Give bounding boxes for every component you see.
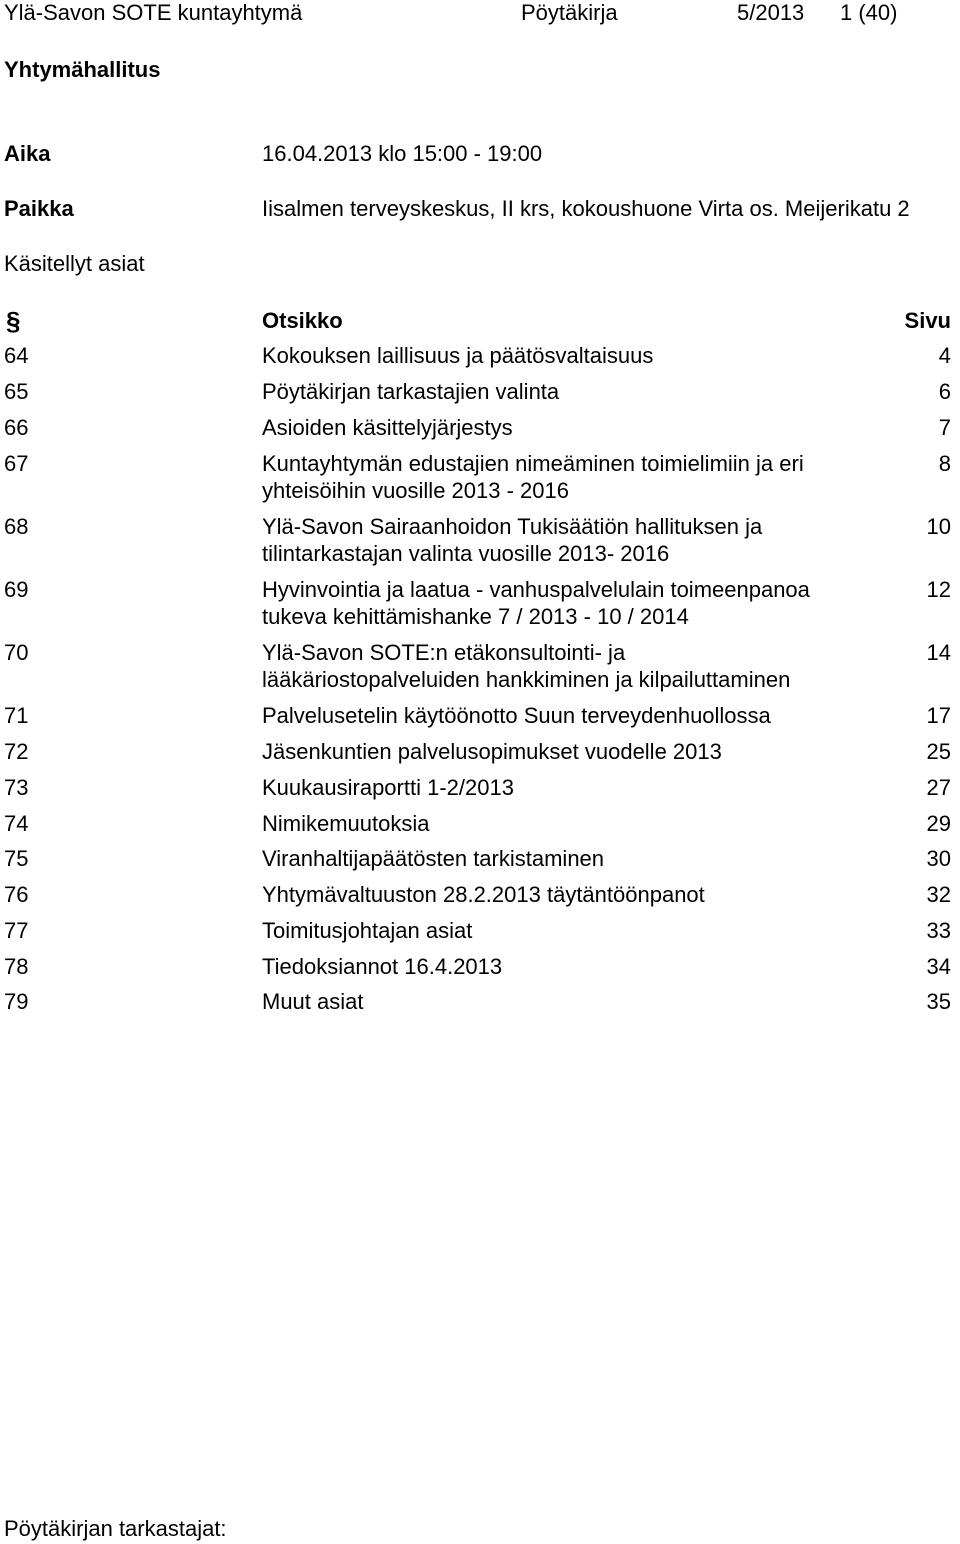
row-title: Palvelusetelin käytöönotto Suun terveydenhuollossa [262, 703, 771, 728]
row-number: 73 [4, 775, 29, 800]
body-name: Yhtymähallitus [4, 57, 161, 82]
row-page: 14 [926, 640, 951, 665]
row-page: 8 [938, 451, 951, 476]
row-number: 68 [4, 514, 29, 539]
column-page-header: Sivu [904, 308, 951, 333]
row-page: 34 [926, 954, 951, 979]
row-title: Viranhaltijapäätösten tarkistaminen [262, 846, 605, 871]
row-page: 12 [926, 577, 951, 602]
row-title-continued: yhteisöihin vuosille 2013 - 2016 [262, 478, 569, 503]
row-number: 79 [4, 989, 29, 1014]
row-title: Nimikemuutoksia [262, 811, 430, 836]
place-value: Iisalmen terveyskeskus, II krs, kokoushuone Virta os. Meijerikatu 2 [262, 196, 910, 221]
row-page: 32 [926, 882, 951, 907]
section-sign-icon: § [6, 306, 21, 336]
header-org: Ylä-Savon SOTE kuntayhtymä [4, 0, 303, 25]
row-number: 72 [4, 739, 29, 764]
row-title-continued: lääkäriostopalveluiden hankkiminen ja kilpailuttaminen [262, 667, 791, 692]
row-page: 4 [938, 343, 951, 368]
row-page: 33 [926, 918, 951, 943]
row-title: Kuukausiraportti 1-2/2013 [262, 775, 514, 800]
row-number: 74 [4, 811, 29, 836]
row-number: 77 [4, 918, 29, 943]
row-number: 70 [4, 640, 29, 665]
place-label: Paikka [4, 196, 74, 221]
row-title-continued: tukeva kehittämishanke 7 / 2013 - 10 / 2014 [262, 604, 689, 629]
row-title: Tiedoksiannot 16.4.2013 [262, 954, 503, 979]
row-page: 30 [926, 846, 951, 871]
footer-reviewers-label: Pöytäkirjan tarkastajat: [4, 1516, 227, 1541]
row-number: 64 [4, 343, 29, 368]
row-title-continued: tilintarkastajan valinta vuosille 2013- 2016 [262, 541, 670, 566]
row-page: 25 [926, 739, 951, 764]
row-number: 66 [4, 415, 29, 440]
row-title: Toimitusjohtajan asiat [262, 918, 473, 943]
row-title: Ylä-Savon SOTE:n etäkonsultointi- ja [262, 640, 626, 665]
row-title: Pöytäkirjan tarkastajien valinta [262, 379, 560, 404]
column-title-header: Otsikko [262, 308, 343, 333]
row-page: 10 [926, 514, 951, 539]
row-page: 6 [938, 379, 951, 404]
row-page: 29 [926, 811, 951, 836]
row-page: 7 [938, 415, 951, 440]
row-page: 17 [926, 703, 951, 728]
row-title: Ylä-Savon Sairaanhoidon Tukisäätiön hallituksen ja [262, 514, 763, 539]
row-title: Jäsenkuntien palvelusopimukset vuodelle 2013 [262, 739, 722, 764]
row-number: 78 [4, 954, 29, 979]
row-page: 27 [926, 775, 951, 800]
row-title: Hyvinvointia ja laatua - vanhuspalvelulain toimeenpanoa [262, 577, 810, 602]
row-title: Muut asiat [262, 989, 364, 1014]
row-title: Asioiden käsittelyjärjestys [262, 415, 513, 440]
time-value: 16.04.2013 klo 15:00 - 19:00 [262, 141, 543, 166]
section-title: Käsitellyt asiat [4, 251, 145, 276]
row-number: 69 [4, 577, 29, 602]
row-number: 75 [4, 846, 29, 871]
row-number: 71 [4, 703, 29, 728]
row-number: 76 [4, 882, 29, 907]
row-title: Kokouksen laillisuus ja päätösvaltaisuus [262, 343, 654, 368]
header-doc-number: 5/2013 [737, 0, 805, 25]
row-number: 67 [4, 451, 29, 476]
row-page: 35 [926, 989, 951, 1014]
time-label: Aika [4, 141, 51, 166]
row-number: 65 [4, 379, 29, 404]
row-title: Kuntayhtymän edustajien nimeäminen toimielimiin ja eri [262, 451, 804, 476]
header-doc-type: Pöytäkirja [521, 0, 618, 25]
header-page: 1 (40) [840, 0, 898, 25]
row-title: Yhtymävaltuuston 28.2.2013 täytäntöönpanot [262, 882, 705, 907]
